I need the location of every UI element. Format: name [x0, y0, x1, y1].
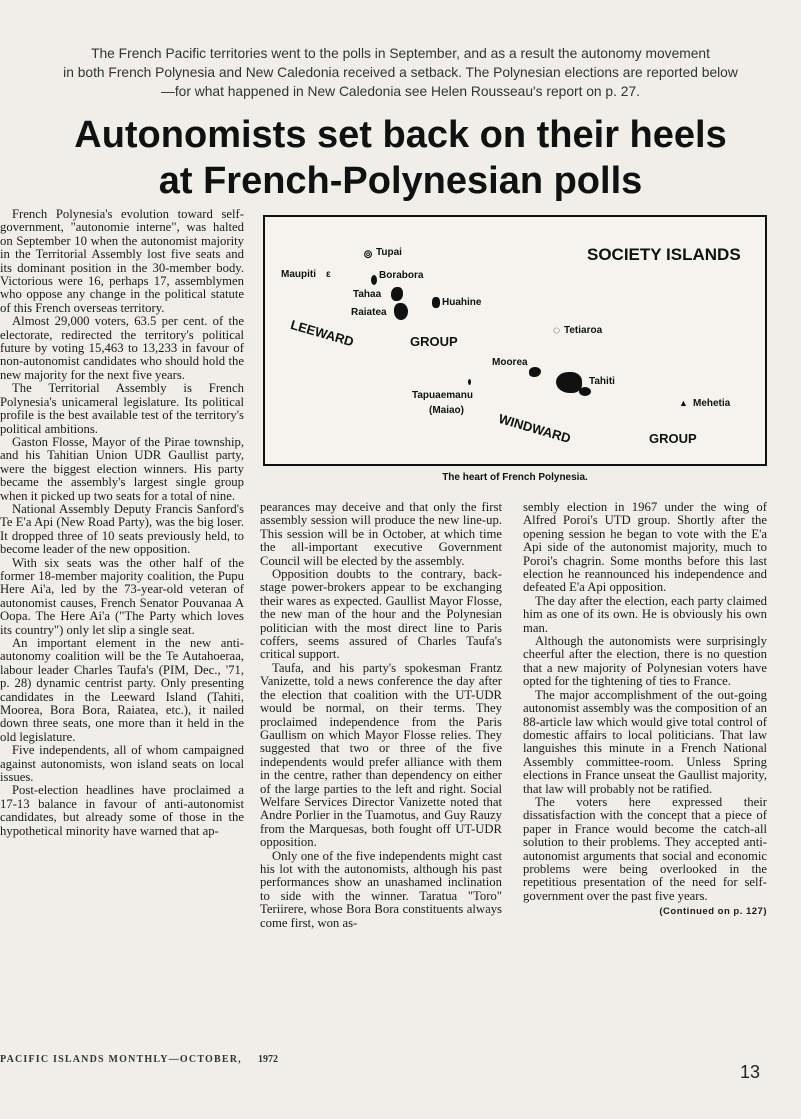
paragraph: Opposition doubts to the contrary, back-stage power-brokers appear to be exchanging their wares as expected. Gaullist Mayor Flosse, the new man of the hour and the Polynesian politician with the most direct line to Paris coffers, seems assured of Charles Taufa's critical support. [260, 567, 502, 662]
intro-line-1: The French Pacific territories went to the polls in September, and as a result the autonomy movement [91, 46, 710, 61]
windward-group-label: GROUP [649, 431, 697, 446]
society-islands-map [263, 215, 767, 466]
tupai-label: Tupai [376, 247, 402, 258]
paragraph: With six seats was the other half of the former 18-member majority coalition, the Pupu Here Ai'a, led by the 73-year-old veteran of autonomist causes, French Senator Pouvanaa A Oopa. The Here Ai'a ("The Party which loves its country") only let slip a single seat. [0, 555, 244, 637]
tetiaroa-label: Tetiaroa [564, 325, 603, 336]
tahiti-label: Tahiti [589, 376, 615, 387]
maupiti-marker: ε [326, 269, 331, 280]
paragraph: Almost 29,000 voters, 63.5 per cent. of the electorate, redirected the territory's political future by voting 15,463 to 13,233 in favour of non-autonomist candidates who should hold the new majority for the next five years. [0, 314, 244, 382]
paragraph: Although the autonomists were surprisingly cheerful after the election, there is no question that a new majority of Polynesian voters have opted for the tightening of ties to France. [523, 634, 767, 689]
paragraph: Five independents, all of whom campaigned against autonomists, won island seats on local issues. [0, 743, 244, 785]
maupiti-label: Maupiti [281, 269, 316, 280]
tahaa-label: Tahaa [353, 289, 382, 300]
raiatea-island [394, 303, 408, 320]
paragraph: pearances may deceive and that only the first assembly session will produce the new line-up. This session will be in October, at which time the all-important executive Government Council will be elected by the assembly. [260, 500, 502, 568]
article-column-2 [260, 501, 502, 930]
taiarapu-peninsula [579, 387, 591, 396]
tupai-marker: ⊚ [363, 247, 374, 261]
moorea-label: Moorea [492, 357, 528, 368]
moorea-island [529, 367, 541, 377]
paragraph: The major accomplishment of the out-going autonomist assembly was the composition of an 88-article law which would give total control of domestic affairs to local politicians. That law languishes this minute in a French National Assembly committee-room. Unless Spring elections in France unseat the Gaullist majority, that law will probably not be ratified. [523, 687, 767, 796]
map-caption: The heart of French Polynesia. [442, 472, 588, 483]
headline [0, 112, 801, 204]
footer-year: 1972 [258, 1054, 278, 1065]
headline-line-1: Autonomists set back on their heels [74, 114, 727, 156]
paragraph: French Polynesia's evolution toward self-government, "autonomie interne", was halted on September 10 when the autonomist majority in the Territorial Assembly lost five seats and its dominant position in the 30-member body. Victorious were 16, perhaps 17, assemblymen who oppose any change in the political statute of this French overseas territory. [0, 207, 244, 315]
mehetia-marker: ▲ [679, 398, 688, 408]
paragraph: Taufa, and his party's spokesman Frantz Vanizette, told a news conference the day after the election that coalition with the UT-UDR would be normal, on their terms. They proclaimed independence from the Paris Gaullism on which Mayor Flosse relies. They suggested that two or three of the five independents would prefer alliance with them in the centre, rather than dependency on either of the large parties to the left and right. Social Welfare Services Director Vanizette noted that Andre Porlier in the Tuamotus, and Guy Rauzy from the Marquesas, both fought off UT-UDR opposition. [260, 660, 502, 850]
tapuaemanu-island [468, 379, 471, 385]
leeward-label: LEEWARD [288, 317, 356, 350]
intro-line-2: in both French Polynesia and New Caledonia received a setback. The Polynesian elections are reported below [63, 65, 738, 80]
raiatea-label: Raiatea [351, 307, 387, 318]
maiao-label: (Maiao) [429, 405, 464, 416]
huahine-label: Huahine [442, 297, 482, 308]
page-number: 13 [740, 1062, 761, 1082]
article-column-3 [523, 501, 767, 919]
paragraph: Post-election headlines have proclaimed a 17-13 balance in favour of anti-autonomist candidates, but already some of those in the hypothetical minority have warned that ap- [0, 783, 244, 838]
huahine-island [432, 297, 440, 308]
footer-magazine: PACIFIC ISLANDS MONTHLY—OCTOBER, [0, 1054, 242, 1065]
intro-text [4, 44, 797, 101]
tapuaemanu-label: Tapuaemanu [412, 390, 473, 401]
leeward-group-label: GROUP [410, 334, 458, 349]
paragraph: sembly election in 1967 under the wing of Alfred Poroi's UTD group. Shortly after the opening session he began to vote with the E'a Api side of the autonomist majority, much to Poroi's chagrin. Some months before this last election he reannounced his independence and defeated E'a Api opposition. [523, 500, 767, 595]
paragraph: Only one of the five independents might cast his lot with the autonomists, although his past performances show an unashamed inclination to side with the winner. Taratua "Toro" Teriirere, whose Bora Bora constituents always come first, won as- [260, 848, 502, 930]
paragraph: National Assembly Deputy Francis Sanford's Te E'a Api (New Road Party), was the big loser. It dropped three of 10 seats previously held, to become leader of the new opposition. [0, 501, 244, 557]
paragraph: The Territorial Assembly is French Polynesia's unicameral legislature. Its political profile is the best available test of the territory's political ambitions. [0, 381, 244, 436]
paragraph: An important element in the new anti-autonomy coalition will be the Te Autahoeraa, labour leader Charles Taufa's (PIM, Dec., '71, p. 28) dynamic centrist party. Only presenting candidates in the Leeward Island (Tahiti, Moorea, Bora Bora, Raiatea, etc.), it nailed down three seats, one more than it held in the old legislature. [0, 636, 244, 744]
paragraph: The voters here expressed their dissatisfaction with the concept that a piece of paper in France would become the catch-all solution to their problems. They accepted anti-autonomist arguments that social and economic problems were being overlooked in the repetitious presentation of the need for self-government over the past five years. [523, 794, 767, 903]
tetiaroa-marker: ◌ [553, 323, 561, 337]
mehetia-label: Mehetia [693, 398, 731, 409]
paragraph: Gaston Flosse, Mayor of the Pirae township, and his Tahitian Union UDR Gaullist party, were the biggest election winners. His party became the assembly's largest single group when it picked up two seats for a total of nine. [0, 434, 244, 503]
borabora-label: Borabora [379, 270, 424, 281]
paragraph: The day after the election, each party claimed him as one of its own. He is obviously his own man. [523, 593, 767, 635]
map-title: SOCIETY ISLANDS [587, 245, 741, 264]
intro-line-3: —for what happened in New Caledonia see Helen Rousseau's report on p. 27. [161, 84, 640, 99]
windward-label: WINDWARD [496, 411, 573, 446]
continued-note: (Continued on p. 127) [659, 906, 767, 918]
tahaa-island [391, 287, 403, 301]
article-column-1 [0, 208, 244, 838]
headline-line-2: at French-Polynesian polls [158, 160, 643, 202]
borabora-island [371, 275, 377, 285]
